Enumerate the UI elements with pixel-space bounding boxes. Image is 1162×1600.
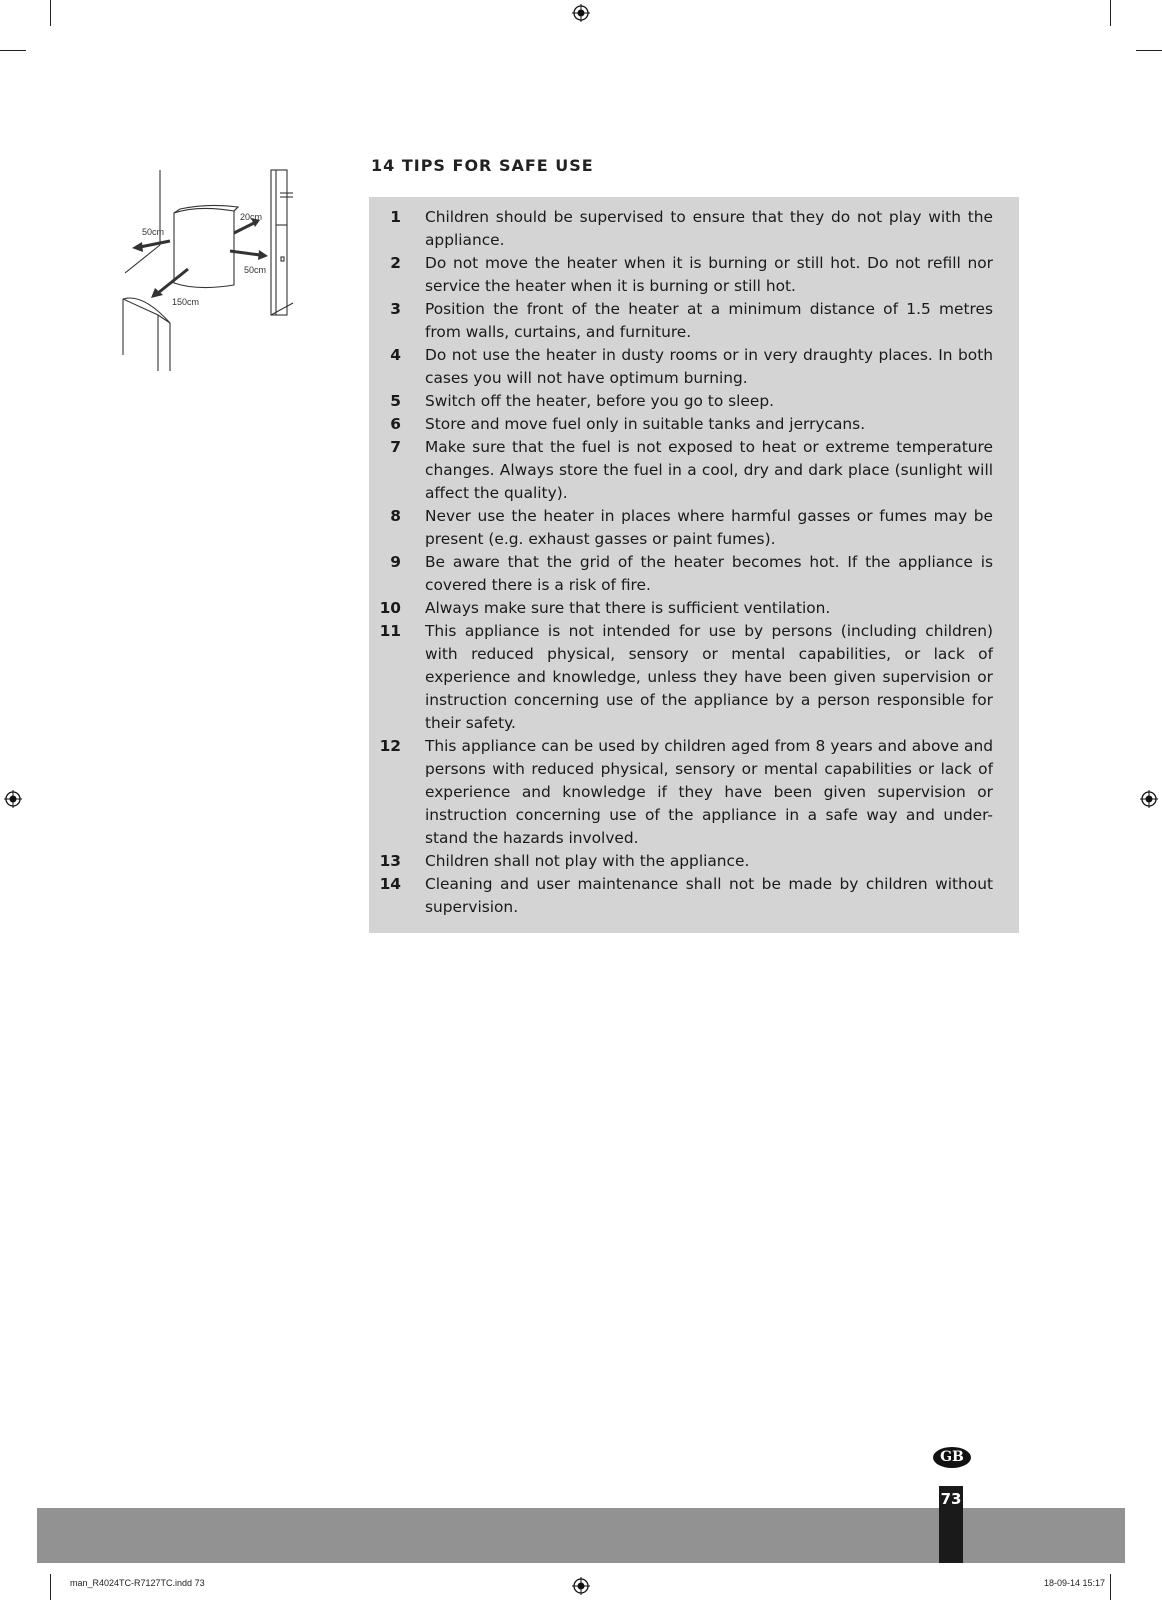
- tip-text: Do not move the heater when it is burning or still hot. Do not refill nor service the heater when it is burning or still hot.: [425, 254, 993, 295]
- tip-text: Position the front of the heater at a minimum distance of 1.5 metres from walls, curtains, and furniture.: [425, 300, 993, 341]
- tip-number: 11: [379, 622, 401, 640]
- slug-filename: man_R4024TC-R7127TC.indd 73: [70, 1578, 205, 1588]
- tips-list: [369, 197, 1019, 919]
- tip-text: Store and move fuel only in suitable tanks and jerrycans.: [425, 415, 866, 433]
- tip-number: 9: [390, 553, 401, 571]
- list-item: [369, 413, 993, 436]
- crop-mark: [1110, 0, 1111, 26]
- list-item: [369, 551, 993, 597]
- list-item: [369, 505, 993, 551]
- diagram-label-right: 50cm: [244, 265, 267, 275]
- tip-number: 6: [390, 415, 401, 433]
- tip-text: Never use the heater in places where harmful gasses or fumes may be present (e.g. exhaust gasses or paint fumes).: [425, 507, 993, 548]
- list-item: [369, 390, 993, 413]
- tip-number: 12: [379, 737, 401, 755]
- tip-text: Be aware that the grid of the heater becomes hot. If the appliance is covered there is a risk of fire.: [425, 553, 993, 594]
- tip-text: Make sure that the fuel is not exposed to heat or extreme temperature changes. Always store the fuel in a cool, dry and dark place (sunlight will affect the quality).: [425, 438, 993, 502]
- tip-number: 10: [379, 599, 401, 617]
- tip-text: This appliance can be used by children aged from 8 years and above and persons with reduced physical, sensory or mental capabilities or lack of experience and knowledge if they have been given supervision or instruction concerning use of the appliance in a safe way and under-stand the hazards involved.: [425, 737, 993, 847]
- crop-mark: [1110, 1574, 1111, 1600]
- crop-mark: [50, 1574, 51, 1600]
- tip-text: Do not use the heater in dusty rooms or in very draughty places. In both cases you will not have optimum burning.: [425, 346, 993, 387]
- crop-mark: [50, 0, 51, 26]
- list-item: [369, 252, 993, 298]
- diagram-label-top-right: 20cm: [240, 212, 263, 222]
- list-item: [369, 735, 993, 850]
- crop-mark: [1136, 50, 1162, 51]
- list-item: [369, 873, 993, 919]
- tip-text: Switch off the heater, before you go to sleep.: [425, 392, 775, 410]
- tip-text: Cleaning and user maintenance shall not be made by children without supervision.: [425, 875, 993, 916]
- list-item: [369, 206, 993, 252]
- diagram-label-front: 150cm: [172, 297, 200, 307]
- tip-number: 7: [390, 438, 401, 456]
- tip-number: 13: [379, 852, 401, 870]
- tip-text: Always make sure that there is sufficient ventilation.: [425, 599, 831, 617]
- tip-text: Children shall not play with the appliance.: [425, 852, 750, 870]
- tip-number: 1: [390, 208, 401, 226]
- registration-mark-icon: [4, 790, 22, 808]
- tip-number: 5: [390, 392, 401, 410]
- tip-number: 3: [390, 300, 401, 318]
- registration-mark-icon: [1140, 790, 1158, 808]
- list-item: [369, 620, 993, 735]
- heater-clearance-diagram: [118, 165, 298, 375]
- list-item: [369, 850, 993, 873]
- section-heading: 14 TIPS FOR SAFE USE: [371, 156, 594, 175]
- tip-number: 14: [379, 875, 401, 893]
- registration-mark-icon: [572, 4, 590, 22]
- slug-date: 18-09-14 15:17: [1043, 1578, 1105, 1588]
- list-item: [369, 436, 993, 505]
- tip-number: 2: [390, 254, 401, 272]
- tips-box: [369, 197, 1019, 933]
- tip-text: Children should be supervised to ensure that they do not play with the appliance.: [425, 208, 993, 249]
- tip-text: This appliance is not intended for use by persons (including children) with reduced physical, sensory or mental capabilities, or lack of experience and knowledge, unless they have been given supervision or instruction concerning use of the appliance by a person responsible for their safety.: [425, 622, 993, 732]
- tip-number: 4: [390, 346, 401, 364]
- registration-mark-icon: [572, 1577, 590, 1595]
- crop-mark: [0, 50, 26, 51]
- list-item: [369, 344, 993, 390]
- language-badge: GB: [933, 1447, 971, 1468]
- diagram-label-left: 50cm: [142, 227, 165, 237]
- page-number: 73: [939, 1486, 963, 1563]
- list-item: [369, 298, 993, 344]
- tip-number: 8: [390, 507, 401, 525]
- list-item: [369, 597, 993, 620]
